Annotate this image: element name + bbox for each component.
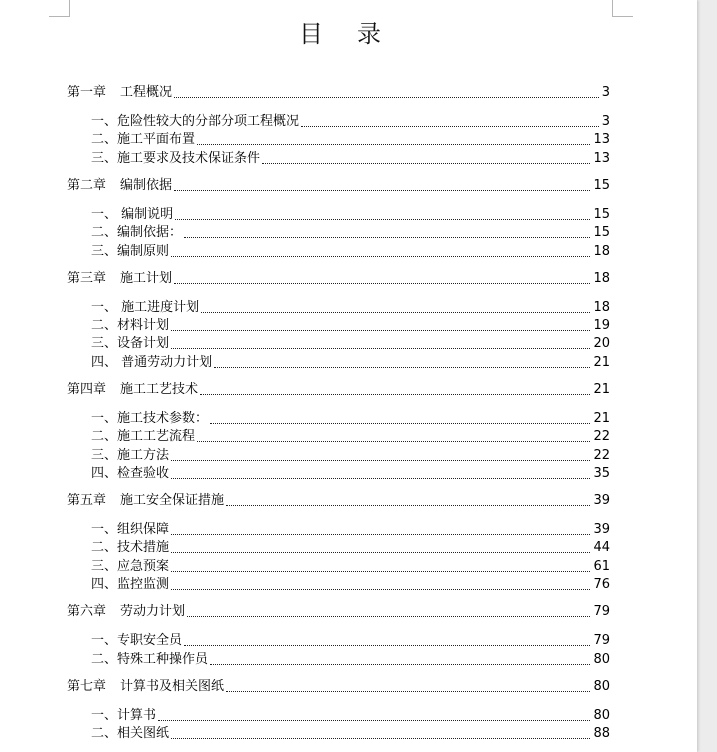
- toc-page-number: 39: [593, 493, 610, 508]
- toc-page-number: 79: [593, 604, 610, 620]
- toc-section-entry[interactable]: [91, 651, 610, 669]
- toc-section-label: 二、材料计划: [91, 318, 170, 333]
- toc-page-number: 15: [593, 225, 610, 241]
- toc-page-number: 20: [593, 336, 610, 352]
- toc-page-number: 18: [593, 270, 610, 286]
- toc-leader-dots: [214, 367, 590, 368]
- toc-leader-dots: [171, 478, 590, 479]
- toc-section-label: 一、危险性较大的分部分项工程概况: [91, 114, 300, 129]
- toc-page-number: 21: [593, 381, 610, 397]
- toc-page-number: 3: [601, 85, 610, 100]
- toc-page-number: 80: [593, 651, 610, 667]
- toc-chapter-number: 第二章: [67, 177, 107, 193]
- toc-section-entry[interactable]: [91, 150, 610, 168]
- toc-section-label: 三、设备计划: [91, 336, 170, 352]
- toc-leader-dots: [210, 423, 590, 424]
- toc-page-number: 21: [593, 410, 610, 426]
- toc-page-number: 15: [593, 206, 610, 222]
- toc-chapter-number: 第一章: [67, 85, 107, 100]
- toc-chapter-number: 第四章: [67, 381, 107, 397]
- toc-chapter-title: 施工工艺技术: [120, 381, 199, 397]
- toc-chapter-title: 计算书及相关图纸: [120, 678, 225, 694]
- toc-leader-dots: [226, 691, 590, 692]
- toc-leader-dots: [171, 348, 590, 349]
- toc-section-label: 一、专职安全员: [91, 633, 183, 649]
- toc-section-label: 四、检查验收: [91, 466, 170, 481]
- toc-leader-dots: [174, 190, 590, 191]
- toc-chapter-entry[interactable]: [67, 492, 610, 510]
- toc-section-label: 三、编制原则: [91, 243, 170, 259]
- toc-section-label: 一、 施工进度计划: [91, 299, 200, 315]
- toc-page-number: 13: [593, 132, 610, 148]
- toc-chapter-title: 工程概况: [120, 85, 173, 100]
- toc-page-number: 39: [593, 522, 610, 537]
- toc-section-label: 二、技术措施: [91, 540, 170, 556]
- toc-page-number: 3: [601, 114, 610, 129]
- toc-chapter-entry[interactable]: [67, 270, 610, 288]
- toc-leader-dots: [197, 441, 590, 442]
- toc-chapter-entry[interactable]: [67, 84, 610, 102]
- toc-leader-dots: [226, 505, 590, 506]
- toc-leader-dots: [174, 283, 590, 284]
- toc-page-number: 22: [593, 429, 610, 445]
- toc-leader-dots: [171, 571, 590, 572]
- toc-leader-dots: [262, 163, 590, 164]
- toc-section-label: 一、计算书: [91, 707, 157, 723]
- toc-leader-dots: [171, 330, 590, 331]
- toc-page-number: 35: [593, 466, 610, 481]
- toc-chapter-label: [67, 603, 185, 621]
- toc-leader-dots: [158, 720, 590, 721]
- toc-leader-dots: [171, 534, 590, 535]
- toc-section-entry[interactable]: [91, 447, 610, 465]
- toc-page-number: 76: [593, 577, 610, 593]
- toc-page-number: 44: [593, 540, 610, 556]
- toc-leader-dots: [187, 616, 590, 617]
- toc-page-number: 22: [593, 447, 610, 463]
- toc-chapter-number: 第三章: [67, 270, 107, 286]
- toc-leader-dots: [201, 312, 590, 313]
- toc-section-entry[interactable]: [91, 707, 610, 725]
- toc-section-entry[interactable]: [91, 317, 610, 335]
- toc-page-number: 80: [593, 707, 610, 723]
- toc-leader-dots: [175, 219, 590, 220]
- toc-section-entry[interactable]: [91, 131, 610, 149]
- toc-section-entry[interactable]: [91, 428, 610, 446]
- toc-section-label: 三、施工要求及技术保证条件: [91, 150, 261, 166]
- toc-chapter-number: 第七章: [67, 678, 107, 694]
- toc-section-entry[interactable]: [91, 243, 610, 261]
- toc-leader-dots: [171, 738, 590, 739]
- toc-section-entry[interactable]: [91, 558, 610, 576]
- toc-section-entry[interactable]: [91, 521, 610, 539]
- toc-section-label: 一、组织保障: [91, 522, 170, 537]
- toc-section-label: 二、施工工艺流程: [91, 429, 196, 445]
- toc-chapter-number: 第六章: [67, 604, 107, 620]
- toc-page-number: 61: [593, 558, 610, 574]
- toc-section-label: 一、 编制说明: [91, 206, 174, 222]
- toc-section-entry[interactable]: [91, 576, 610, 594]
- toc-section-entry[interactable]: [91, 539, 610, 557]
- toc-leader-dots: [171, 460, 590, 461]
- toc-chapter-title: 编制依据: [120, 177, 173, 193]
- toc-leader-dots: [184, 645, 590, 646]
- toc-leader-dots: [200, 394, 590, 395]
- toc-section-label: 三、施工方法: [91, 447, 170, 463]
- toc-page-number: 18: [593, 299, 610, 315]
- toc-page-number: 15: [593, 177, 610, 193]
- toc-section-entry[interactable]: [91, 632, 610, 650]
- toc-page-number: 19: [593, 318, 610, 333]
- toc-section-label: 二、特殊工种操作员: [91, 651, 209, 667]
- toc-leader-dots: [171, 589, 590, 590]
- toc-chapter-label: [67, 84, 172, 102]
- toc-chapter-title: 施工安全保证措施: [120, 493, 225, 508]
- toc-chapter-entry[interactable]: [67, 381, 610, 399]
- toc-chapter-label: [67, 270, 172, 288]
- toc-chapter-entry[interactable]: [67, 678, 610, 696]
- toc-chapter-number: 第五章: [67, 493, 107, 508]
- toc-page-number: 88: [593, 726, 610, 741]
- toc-chapter-label: [67, 177, 172, 195]
- toc-section-label: 二、施工平面布置: [91, 132, 196, 148]
- toc-page-number: 80: [593, 678, 610, 694]
- toc-section-label: 四、监控监测: [91, 577, 170, 593]
- toc-section-entry[interactable]: [91, 206, 610, 224]
- toc-chapter-title: 劳动力计划: [120, 604, 186, 620]
- toc-leader-dots: [184, 237, 590, 238]
- toc-leader-dots: [301, 126, 599, 127]
- crop-mark-top-left: [49, 0, 70, 17]
- toc-page-number: 79: [593, 633, 610, 649]
- toc-leader-dots: [197, 144, 590, 145]
- toc-leader-dots: [171, 552, 590, 553]
- crop-mark-top-right: [612, 0, 633, 17]
- toc-section-label: 四、 普通劳动力计划: [91, 354, 213, 370]
- toc-chapter-label: [67, 381, 198, 399]
- toc-leader-dots: [174, 97, 599, 98]
- toc-section-entry[interactable]: [91, 354, 610, 372]
- toc-page-number: 21: [593, 354, 610, 370]
- toc-leader-dots: [210, 664, 590, 665]
- toc-chapter-entry[interactable]: [67, 177, 610, 195]
- toc-chapter-label: [67, 678, 224, 696]
- toc-section-label: 三、应急预案: [91, 558, 170, 574]
- toc-section-label: 二、编制依据：: [91, 225, 183, 241]
- toc-section-entry[interactable]: [91, 725, 610, 743]
- toc-section-entry[interactable]: [91, 299, 610, 317]
- toc-section-entry[interactable]: [91, 113, 610, 131]
- toc-section-entry[interactable]: [91, 224, 610, 242]
- toc-chapter-entry[interactable]: [67, 603, 610, 621]
- toc-chapter-label: [67, 492, 224, 510]
- toc-chapter-title: 施工计划: [120, 270, 173, 286]
- toc-section-label: 二、相关图纸: [91, 726, 170, 741]
- toc-title: 目录: [299, 20, 415, 48]
- toc-page-number: 13: [593, 150, 610, 166]
- toc-section-entry[interactable]: [91, 410, 610, 428]
- toc-section-entry[interactable]: [91, 335, 610, 353]
- toc-section-entry[interactable]: [91, 465, 610, 483]
- toc-section-label: 一、施工技术参数：: [91, 410, 209, 426]
- toc-leader-dots: [171, 256, 590, 257]
- toc-page-number: 18: [593, 243, 610, 259]
